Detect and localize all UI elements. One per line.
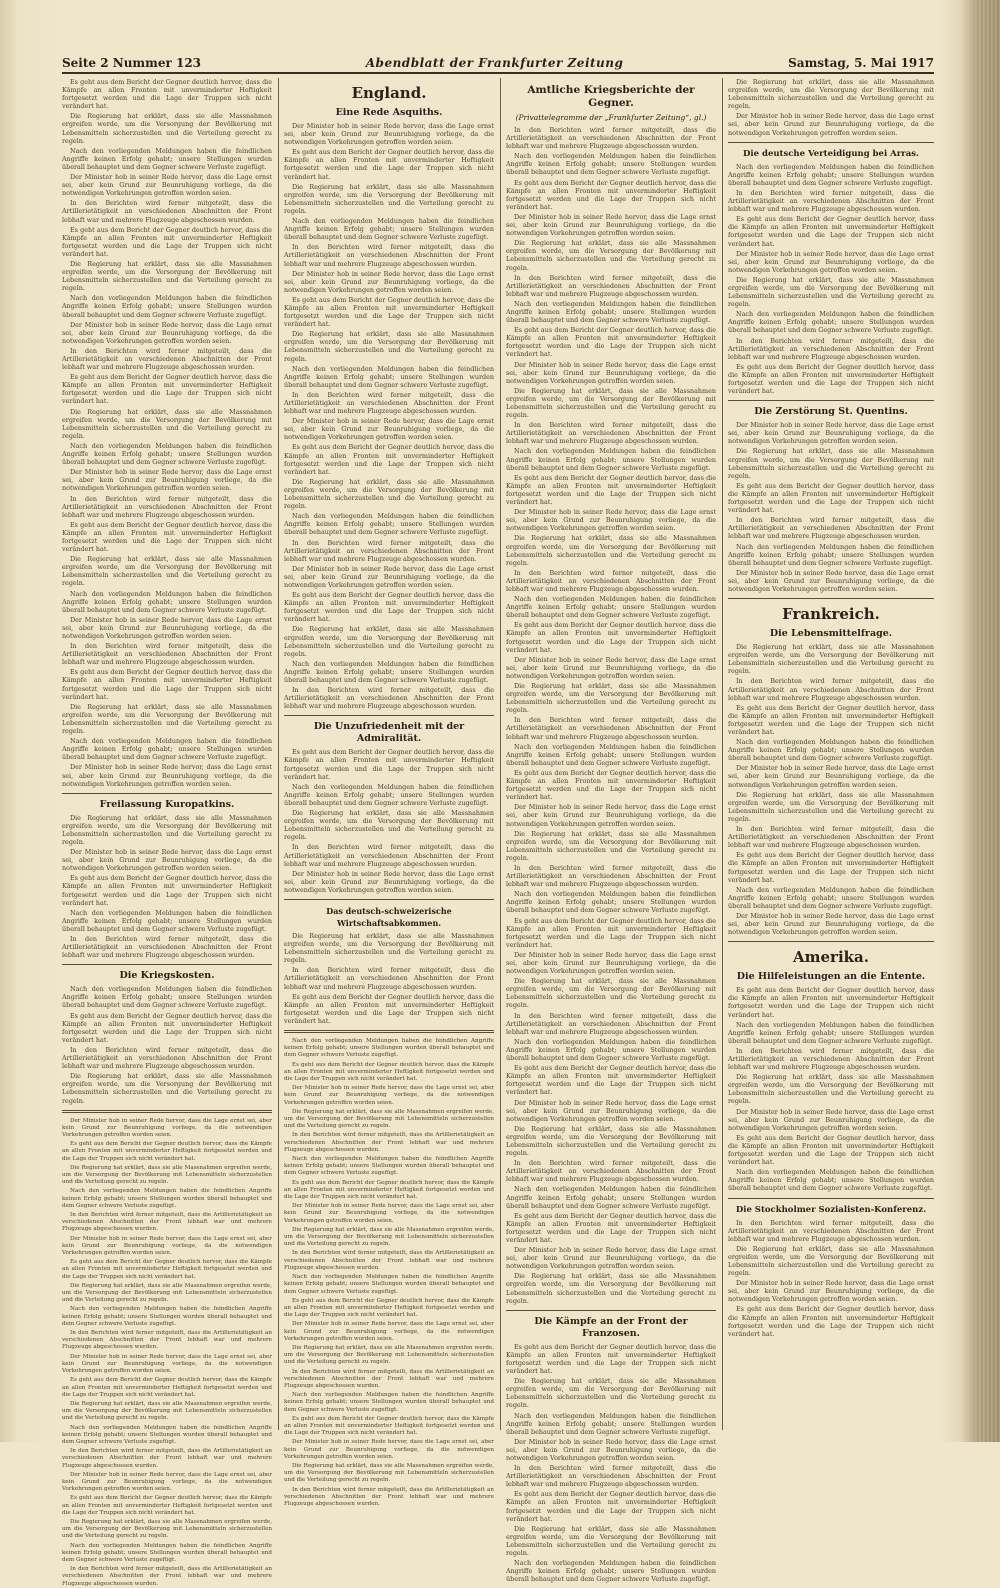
section-frankreich: Frankreich. bbox=[782, 605, 880, 624]
article-divider bbox=[728, 142, 934, 143]
column-rule bbox=[278, 78, 279, 1430]
article-title-asquith: Eine Rede Asquiths. bbox=[335, 107, 443, 118]
article-title-admiralitaet: Die Unzufriedenheit mit der Admiralität. bbox=[313, 721, 465, 745]
article-text: Die Regierung hat erklärt, dass sie alle Massnahmen ergreifen werde, um die Versorgung der Bevölkerung mit Lebensmitteln sicherzustellen und die Verteilung gerecht zu regeln. Der Minister hob in seiner Rede hervor, dass die Lage ernst sei, aber kein Grund zur Beunruhigung vorliege, da die notwendigen Vorkehrungen getroffen worden seien. Es geht aus dem Bericht der Gegner deutlich hervor, dass die Kämpfe an allen Fronten mit unverminderter Heftigkeit fortgesetzt werden und die Lage der Truppen sich nicht verändert hat. Nach den vorliegenden Meldungen haben die feindlichen Angriffe keinen Erfolg gehabt; unsere Stellungen wurden überall behauptet und dem Gegner schwere Verluste zugefügt. In den Berichten wird ferner mitgeteilt, dass die Artillerietätigkeit an verschiedenen Abschnitten der Front lebhaft war und mehrere Flugzeuge abgeschossen wurden. bbox=[62, 813, 272, 960]
article-text: Die Regierung hat erklärt, dass sie alle Massnahmen ergreifen werde, um die Versorgung der Bevölkerung mit Lebensmitteln sicherzustellen und die Verteilung gerecht zu regeln. In den Berichten wird ferner mitgeteilt, dass die Artillerietätigkeit an verschiedenen Abschnitten der Front lebhaft war und mehrere Flugzeuge abgeschossen wurden. Es geht aus dem Bericht der Gegner deutlich hervor, dass die Kämpfe an allen Fronten mit unverminderter Heftigkeit fortgesetzt werden und die Lage der Truppen sich nicht verändert hat. bbox=[284, 931, 494, 1025]
article-divider bbox=[728, 598, 934, 599]
article-title-kaempfe-franzosen: Die Kämpfe an der Front der Franzosen. bbox=[534, 1315, 688, 1339]
article-text: Der Minister hob in seiner Rede hervor, dass die Lage ernst sei, aber kein Grund zur Beunruhigung vorliege, da die notwendigen Vorkehrungen getroffen worden seien. Es geht aus dem Bericht der Gegner deutlich hervor, dass die Kämpfe an allen Fronten mit unverminderter Heftigkeit fortgesetzt werden und die Lage der Truppen sich nicht verändert hat. Die Regierung hat erklärt, dass sie alle Massnahmen ergreifen werde, um die Versorgung der Bevölkerung mit Lebensmitteln sicherzustellen und die Verteilung gerecht zu regeln. Nach den vorliegenden Meldungen haben die feindlichen Angriffe keinen Erfolg gehabt; unsere Stellungen wurden überall behauptet und dem Gegner schwere Verluste zugefügt. In den Berichten wird ferner mitgeteilt, dass die Artillerietätigkeit an verschiedenen Abschnitten der Front lebhaft war und mehrere Flugzeuge abgeschossen wurden. Der Minister hob in seiner Rede hervor, dass die Lage ernst sei, aber kein Grund zur Beunruhigung vorliege, da die notwendigen Vorkehrungen getroffen worden seien. Es geht aus dem Bericht der Gegner deutlich hervor, dass die Kämpfe an allen Fronten mit unverminderter Heftigkeit fortgesetzt werden und die Lage der Truppen sich nicht verändert hat. Die Regierung hat erklärt, dass sie alle Massnahmen ergreifen werde, um die Versorgung der Bevölkerung mit Lebensmitteln sicherzustellen und die Verteilung gerecht zu regeln. Nach den vorliegenden Meldungen haben die feindlichen Angriffe keinen Erfolg gehabt; unsere Stellungen wurden überall behauptet und dem Gegner schwere Verluste zugefügt. In den Berichten wird ferner mitgeteilt, dass die Artillerietätigkeit an verschiedenen Abschnitten der Front lebhaft war und mehrere Flugzeuge abgeschossen wurden. Der Minister hob in seiner Rede hervor, dass die Lage ernst sei, aber kein Grund zur Beunruhigung vorliege, da die notwendigen Vorkehrungen getroffen worden seien. Es geht aus dem Bericht der Gegner deutlich hervor, dass die Kämpfe an allen Fronten mit unverminderter Heftigkeit fortgesetzt werden und die Lage der Truppen sich nicht verändert hat. Die Regierung hat erklärt, dass sie alle Massnahmen ergreifen werde, um die Versorgung der Bevölkerung mit Lebensmitteln sicherzustellen und die Verteilung gerecht zu regeln. Nach den vorliegenden Meldungen haben die feindlichen Angriffe keinen Erfolg gehabt; unsere Stellungen wurden überall behauptet und dem Gegner schwere Verluste zugefügt. In den Berichten wird ferner mitgeteilt, dass die Artillerietätigkeit an verschiedenen Abschnitten der Front lebhaft war und mehrere Flugzeuge abgeschossen wurden. Der Minister hob in seiner Rede hervor, dass die Lage ernst sei, aber kein Grund zur Beunruhigung vorliege, da die notwendigen Vorkehrungen getroffen worden seien. Es geht aus dem Bericht der Gegner deutlich hervor, dass die Kämpfe an allen Fronten mit unverminderter Heftigkeit fortgesetzt werden und die Lage der Truppen sich nicht verändert hat. Die Regierung hat erklärt, dass sie alle Massnahmen ergreifen werde, um die Versorgung der Bevölkerung mit Lebensmitteln sicherzustellen und die Verteilung gerecht zu regeln. Nach den vorliegenden Meldungen haben die feindlichen Angriffe keinen Erfolg gehabt; unsere Stellungen wurden überall behauptet und dem Gegner schwere Verluste zugefügt. In den Berichten wird ferner mitgeteilt, dass die Artillerietätigkeit an verschiedenen Abschnitten der Front lebhaft war und mehrere Flugzeuge abgeschossen wurden. bbox=[284, 122, 494, 711]
article-title-hilfeleistungen: Die Hilfeleistungen an die Entente. bbox=[736, 971, 926, 983]
article-divider bbox=[728, 1198, 934, 1199]
section-amerika: Amerika. bbox=[793, 948, 869, 967]
section-subtitle: (Privattelegramme der „Frankfurter Zeitung“, gl.) bbox=[515, 113, 707, 122]
article-text: Es geht aus dem Bericht der Gegner deutlich hervor, dass die Kämpfe an allen Fronten mit unverminderter Heftigkeit fortgesetzt werden und die Lage der Truppen sich nicht verändert hat. Nach den vorliegenden Meldungen haben die feindlichen Angriffe keinen Erfolg gehabt; unsere Stellungen wurden überall behauptet und dem Gegner schwere Verluste zugefügt. In den Berichten wird ferner mitgeteilt, dass die Artillerietätigkeit an verschiedenen Abschnitten der Front lebhaft war und mehrere Flugzeuge abgeschossen wurden. Die Regierung hat erklärt, dass sie alle Massnahmen ergreifen werde, um die Versorgung der Bevölkerung mit Lebensmitteln sicherzustellen und die Verteilung gerecht zu regeln. Der Minister hob in seiner Rede hervor, dass die Lage ernst sei, aber kein Grund zur Beunruhigung vorliege, da die notwendigen Vorkehrungen getroffen worden seien. Es geht aus dem Bericht der Gegner deutlich hervor, dass die Kämpfe an allen Fronten mit unverminderter Heftigkeit fortgesetzt werden und die Lage der Truppen sich nicht verändert hat. Nach den vorliegenden Meldungen haben die feindlichen Angriffe keinen Erfolg gehabt; unsere Stellungen wurden überall behauptet und dem Gegner schwere Verluste zugefügt. bbox=[728, 986, 934, 1193]
column-3 bbox=[506, 78, 716, 1584]
section-england: England. bbox=[351, 84, 427, 102]
column-rule bbox=[722, 78, 723, 1430]
binding-edge bbox=[974, 0, 1000, 1442]
article-text: Die Regierung hat erklärt, dass sie alle Massnahmen ergreifen werde, um die Versorgung der Bevölkerung mit Lebensmitteln sicherzustellen und die Verteilung gerecht zu regeln. In den Berichten wird ferner mitgeteilt, dass die Artillerietätigkeit an verschiedenen Abschnitten der Front lebhaft war und mehrere Flugzeuge abgeschossen wurden. Es geht aus dem Bericht der Gegner deutlich hervor, dass die Kämpfe an allen Fronten mit unverminderter Heftigkeit fortgesetzt werden und die Lage der Truppen sich nicht verändert hat. Nach den vorliegenden Meldungen haben die feindlichen Angriffe keinen Erfolg gehabt; unsere Stellungen wurden überall behauptet und dem Gegner schwere Verluste zugefügt. Der Minister hob in seiner Rede hervor, dass die Lage ernst sei, aber kein Grund zur Beunruhigung vorliege, da die notwendigen Vorkehrungen getroffen worden seien. Die Regierung hat erklärt, dass sie alle Massnahmen ergreifen werde, um die Versorgung der Bevölkerung mit Lebensmitteln sicherzustellen und die Verteilung gerecht zu regeln. In den Berichten wird ferner mitgeteilt, dass die Artillerietätigkeit an verschiedenen Abschnitten der Front lebhaft war und mehrere Flugzeuge abgeschossen wurden. Es geht aus dem Bericht der Gegner deutlich hervor, dass die Kämpfe an allen Fronten mit unverminderter Heftigkeit fortgesetzt werden und die Lage der Truppen sich nicht verändert hat. Nach den vorliegenden Meldungen haben die feindlichen Angriffe keinen Erfolg gehabt; unsere Stellungen wurden überall behauptet und dem Gegner schwere Verluste zugefügt. Der Minister hob in seiner Rede hervor, dass die Lage ernst sei, aber kein Grund zur Beunruhigung vorliege, da die notwendigen Vorkehrungen getroffen worden seien. bbox=[728, 643, 934, 937]
article-text: Nach den vorliegenden Meldungen haben die feindlichen Angriffe keinen Erfolg gehabt; unsere Stellungen wurden überall behauptet und dem Gegner schwere Verluste zugefügt. Es geht aus dem Bericht der Gegner deutlich hervor, dass die Kämpfe an allen Fronten mit unverminderter Heftigkeit fortgesetzt werden und die Lage der Truppen sich nicht verändert hat. In den Berichten wird ferner mitgeteilt, dass die Artillerietätigkeit an verschiedenen Abschnitten der Front lebhaft war und mehrere Flugzeuge abgeschossen wurden. Die Regierung hat erklärt, dass sie alle Massnahmen ergreifen werde, um die Versorgung der Bevölkerung mit Lebensmitteln sicherzustellen und die Verteilung gerecht zu regeln. bbox=[62, 985, 272, 1105]
article-divider bbox=[284, 715, 494, 716]
article-title-lebensmittelfrage: Die Lebensmittelfrage. bbox=[769, 628, 893, 640]
article-title-st-quentin: Die Zerstörung St. Quentins. bbox=[754, 406, 908, 418]
feuilleton-divider bbox=[284, 1030, 494, 1033]
column-4 bbox=[728, 78, 934, 1430]
feuilleton-divider bbox=[62, 1110, 272, 1113]
article-divider bbox=[728, 400, 934, 401]
article-title-kriegskosten: Die Kriegskosten. bbox=[119, 970, 215, 982]
article-text: Es geht aus dem Bericht der Gegner deutlich hervor, dass die Kämpfe an allen Fronten mit unverminderter Heftigkeit fortgesetzt werden und die Lage der Truppen sich nicht verändert hat. Die Regierung hat erklärt, dass sie alle Massnahmen ergreifen werde, um die Versorgung der Bevölkerung mit Lebensmitteln sicherzustellen und die Verteilung gerecht zu regeln. Nach den vorliegenden Meldungen haben die feindlichen Angriffe keinen Erfolg gehabt; unsere Stellungen wurden überall behauptet und dem Gegner schwere Verluste zugefügt. Der Minister hob in seiner Rede hervor, dass die Lage ernst sei, aber kein Grund zur Beunruhigung vorliege, da die notwendigen Vorkehrungen getroffen worden seien. In den Berichten wird ferner mitgeteilt, dass die Artillerietätigkeit an verschiedenen Abschnitten der Front lebhaft war und mehrere Flugzeuge abgeschossen wurden. Es geht aus dem Bericht der Gegner deutlich hervor, dass die Kämpfe an allen Fronten mit unverminderter Heftigkeit fortgesetzt werden und die Lage der Truppen sich nicht verändert hat. Die Regierung hat erklärt, dass sie alle Massnahmen ergreifen werde, um die Versorgung der Bevölkerung mit Lebensmitteln sicherzustellen und die Verteilung gerecht zu regeln. Nach den vorliegenden Meldungen haben die feindlichen Angriffe keinen Erfolg gehabt; unsere Stellungen wurden überall behauptet und dem Gegner schwere Verluste zugefügt. bbox=[506, 1342, 716, 1584]
article-divider bbox=[728, 941, 934, 942]
article-text: Nach den vorliegenden Meldungen haben die feindlichen Angriffe keinen Erfolg gehabt; unsere Stellungen wurden überall behauptet und dem Gegner schwere Verluste zugefügt. In den Berichten wird ferner mitgeteilt, dass die Artillerietätigkeit an verschiedenen Abschnitten der Front lebhaft war und mehrere Flugzeuge abgeschossen wurden. Es geht aus dem Bericht der Gegner deutlich hervor, dass die Kämpfe an allen Fronten mit unverminderter Heftigkeit fortgesetzt werden und die Lage der Truppen sich nicht verändert hat. Der Minister hob in seiner Rede hervor, dass die Lage ernst sei, aber kein Grund zur Beunruhigung vorliege, da die notwendigen Vorkehrungen getroffen worden seien. Die Regierung hat erklärt, dass sie alle Massnahmen ergreifen werde, um die Versorgung der Bevölkerung mit Lebensmitteln sicherzustellen und die Verteilung gerecht zu regeln. Nach den vorliegenden Meldungen haben die feindlichen Angriffe keinen Erfolg gehabt; unsere Stellungen wurden überall behauptet und dem Gegner schwere Verluste zugefügt. In den Berichten wird ferner mitgeteilt, dass die Artillerietätigkeit an verschiedenen Abschnitten der Front lebhaft war und mehrere Flugzeuge abgeschossen wurden. Es geht aus dem Bericht der Gegner deutlich hervor, dass die Kämpfe an allen Fronten mit unverminderter Heftigkeit fortgesetzt werden und die Lage der Truppen sich nicht verändert hat. bbox=[728, 162, 934, 396]
article-title-stockholm: Die Stockholmer Sozialisten-Konferenz. bbox=[735, 1204, 927, 1215]
article-divider bbox=[506, 1310, 716, 1311]
article-title-arras: Die deutsche Verteidigung bei Arras. bbox=[743, 148, 919, 159]
article-text: Der Minister hob in seiner Rede hervor, dass die Lage ernst sei, aber kein Grund zur Beunruhigung vorliege, da die notwendigen Vorkehrungen getroffen worden seien. Die Regierung hat erklärt, dass sie alle Massnahmen ergreifen werde, um die Versorgung der Bevölkerung mit Lebensmitteln sicherzustellen und die Verteilung gerecht zu regeln. Es geht aus dem Bericht der Gegner deutlich hervor, dass die Kämpfe an allen Fronten mit unverminderter Heftigkeit fortgesetzt werden und die Lage der Truppen sich nicht verändert hat. In den Berichten wird ferner mitgeteilt, dass die Artillerietätigkeit an verschiedenen Abschnitten der Front lebhaft war und mehrere Flugzeuge abgeschossen wurden. Nach den vorliegenden Meldungen haben die feindlichen Angriffe keinen Erfolg gehabt; unsere Stellungen wurden überall behauptet und dem Gegner schwere Verluste zugefügt. Der Minister hob in seiner Rede hervor, dass die Lage ernst sei, aber kein Grund zur Beunruhigung vorliege, da die notwendigen Vorkehrungen getroffen worden seien. bbox=[728, 421, 934, 593]
header-page-number: Seite 2 Nummer 123 bbox=[62, 56, 202, 70]
article-title-wirtschaftsabkommen: Das deutsch-schweizerische Wirtschaftsabkommen. bbox=[326, 905, 452, 928]
feuilleton-text: Nach den vorliegenden Meldungen haben die feindlichen Angriffe keinen Erfolg gehabt; unsere Stellungen wurden überall behauptet und dem Gegner schwere Verluste zugefügt. Es geht aus dem Bericht der Gegner deutlich hervor, dass die Kämpfe an allen Fronten mit unverminderter Heftigkeit fortgesetzt werden und die Lage der Truppen sich nicht verändert hat. Der Minister hob in seiner Rede hervor, dass die Lage ernst sei, aber kein Grund zur Beunruhigung vorliege, da die notwendigen Vorkehrungen getroffen worden seien. Die Regierung hat erklärt, dass sie alle Massnahmen ergreifen werde, um die Versorgung der Bevölkerung mit Lebensmitteln sicherzustellen und die Verteilung gerecht zu regeln. In den Berichten wird ferner mitgeteilt, dass die Artillerietätigkeit an verschiedenen Abschnitten der Front lebhaft war und mehrere Flugzeuge abgeschossen wurden. Nach den vorliegenden Meldungen haben die feindlichen Angriffe keinen Erfolg gehabt; unsere Stellungen wurden überall behauptet und dem Gegner schwere Verluste zugefügt. Es geht aus dem Bericht der Gegner deutlich hervor, dass die Kämpfe an allen Fronten mit unverminderter Heftigkeit fortgesetzt werden und die Lage der Truppen sich nicht verändert hat. Der Minister hob in seiner Rede hervor, dass die Lage ernst sei, aber kein Grund zur Beunruhigung vorliege, da die notwendigen Vorkehrungen getroffen worden seien. Die Regierung hat erklärt, dass sie alle Massnahmen ergreifen werde, um die Versorgung der Bevölkerung mit Lebensmitteln sicherzustellen und die Verteilung gerecht zu regeln. In den Berichten wird ferner mitgeteilt, dass die Artillerietätigkeit an verschiedenen Abschnitten der Front lebhaft war und mehrere Flugzeuge abgeschossen wurden. Nach den vorliegenden Meldungen haben die feindlichen Angriffe keinen Erfolg gehabt; unsere Stellungen wurden überall behauptet und dem Gegner schwere Verluste zugefügt. Es geht aus dem Bericht der Gegner deutlich hervor, dass die Kämpfe an allen Fronten mit unverminderter Heftigkeit fortgesetzt werden und die Lage der Truppen sich nicht verändert hat. Der Minister hob in seiner Rede hervor, dass die Lage ernst sei, aber kein Grund zur Beunruhigung vorliege, da die notwendigen Vorkehrungen getroffen worden seien. Die Regierung hat erklärt, dass sie alle Massnahmen ergreifen werde, um die Versorgung der Bevölkerung mit Lebensmitteln sicherzustellen und die Verteilung gerecht zu regeln. In den Berichten wird ferner mitgeteilt, dass die Artillerietätigkeit an verschiedenen Abschnitten der Front lebhaft war und mehrere Flugzeuge abgeschossen wurden. Nach den vorliegenden Meldungen haben die feindlichen Angriffe keinen Erfolg gehabt; unsere Stellungen wurden überall behauptet und dem Gegner schwere Verluste zugefügt. Es geht aus dem Bericht der Gegner deutlich hervor, dass die Kämpfe an allen Fronten mit unverminderter Heftigkeit fortgesetzt werden und die Lage der Truppen sich nicht verändert hat. Der Minister hob in seiner Rede hervor, dass die Lage ernst sei, aber kein Grund zur Beunruhigung vorliege, da die notwendigen Vorkehrungen getroffen worden seien. Die Regierung hat erklärt, dass sie alle Massnahmen ergreifen werde, um die Versorgung der Bevölkerung mit Lebensmitteln sicherzustellen und die Verteilung gerecht zu regeln. In den Berichten wird ferner mitgeteilt, dass die Artillerietätigkeit an verschiedenen Abschnitten der Front lebhaft war und mehrere Flugzeuge abgeschossen wurden. bbox=[284, 1038, 494, 1507]
column-rule bbox=[500, 78, 501, 1430]
article-divider bbox=[284, 899, 494, 900]
article-text: Die Regierung hat erklärt, dass sie alle Massnahmen ergreifen werde, um die Versorgung der Bevölkerung mit Lebensmitteln sicherzustellen und die Verteilung gerecht zu regeln. Der Minister hob in seiner Rede hervor, dass die Lage ernst sei, aber kein Grund zur Beunruhigung vorliege, da die notwendigen Vorkehrungen getroffen worden seien. bbox=[728, 78, 934, 137]
feuilleton-text: Der Minister hob in seiner Rede hervor, dass die Lage ernst sei, aber kein Grund zur Beunruhigung vorliege, da die notwendigen Vorkehrungen getroffen worden seien. Es geht aus dem Bericht der Gegner deutlich hervor, dass die Kämpfe an allen Fronten mit unverminderter Heftigkeit fortgesetzt werden und die Lage der Truppen sich nicht verändert hat. Die Regierung hat erklärt, dass sie alle Massnahmen ergreifen werde, um die Versorgung der Bevölkerung mit Lebensmitteln sicherzustellen und die Verteilung gerecht zu regeln. Nach den vorliegenden Meldungen haben die feindlichen Angriffe keinen Erfolg gehabt; unsere Stellungen wurden überall behauptet und dem Gegner schwere Verluste zugefügt. In den Berichten wird ferner mitgeteilt, dass die Artillerietätigkeit an verschiedenen Abschnitten der Front lebhaft war und mehrere Flugzeuge abgeschossen wurden. Der Minister hob in seiner Rede hervor, dass die Lage ernst sei, aber kein Grund zur Beunruhigung vorliege, da die notwendigen Vorkehrungen getroffen worden seien. Es geht aus dem Bericht der Gegner deutlich hervor, dass die Kämpfe an allen Fronten mit unverminderter Heftigkeit fortgesetzt werden und die Lage der Truppen sich nicht verändert hat. Die Regierung hat erklärt, dass sie alle Massnahmen ergreifen werde, um die Versorgung der Bevölkerung mit Lebensmitteln sicherzustellen und die Verteilung gerecht zu regeln. Nach den vorliegenden Meldungen haben die feindlichen Angriffe keinen Erfolg gehabt; unsere Stellungen wurden überall behauptet und dem Gegner schwere Verluste zugefügt. In den Berichten wird ferner mitgeteilt, dass die Artillerietätigkeit an verschiedenen Abschnitten der Front lebhaft war und mehrere Flugzeuge abgeschossen wurden. Der Minister hob in seiner Rede hervor, dass die Lage ernst sei, aber kein Grund zur Beunruhigung vorliege, da die notwendigen Vorkehrungen getroffen worden seien. Es geht aus dem Bericht der Gegner deutlich hervor, dass die Kämpfe an allen Fronten mit unverminderter Heftigkeit fortgesetzt werden und die Lage der Truppen sich nicht verändert hat. Die Regierung hat erklärt, dass sie alle Massnahmen ergreifen werde, um die Versorgung der Bevölkerung mit Lebensmitteln sicherzustellen und die Verteilung gerecht zu regeln. Nach den vorliegenden Meldungen haben die feindlichen Angriffe keinen Erfolg gehabt; unsere Stellungen wurden überall behauptet und dem Gegner schwere Verluste zugefügt. In den Berichten wird ferner mitgeteilt, dass die Artillerietätigkeit an verschiedenen Abschnitten der Front lebhaft war und mehrere Flugzeuge abgeschossen wurden. Der Minister hob in seiner Rede hervor, dass die Lage ernst sei, aber kein Grund zur Beunruhigung vorliege, da die notwendigen Vorkehrungen getroffen worden seien. Es geht aus dem Bericht der Gegner deutlich hervor, dass die Kämpfe an allen Fronten mit unverminderter Heftigkeit fortgesetzt werden und die Lage der Truppen sich nicht verändert hat. Die Regierung hat erklärt, dass sie alle Massnahmen ergreifen werde, um die Versorgung der Bevölkerung mit Lebensmitteln sicherzustellen und die Verteilung gerecht zu regeln. Nach den vorliegenden Meldungen haben die feindlichen Angriffe keinen Erfolg gehabt; unsere Stellungen wurden überall behauptet und dem Gegner schwere Verluste zugefügt. In den Berichten wird ferner mitgeteilt, dass die Artillerietätigkeit an verschiedenen Abschnitten der Front lebhaft war und mehrere Flugzeuge abgeschossen wurden. bbox=[62, 1117, 272, 1587]
column-2 bbox=[284, 78, 494, 1507]
article-title-kuropatkin: Freilassung Kuropatkins. bbox=[99, 798, 235, 810]
article-divider bbox=[62, 964, 272, 965]
header-date: Samstag, 5. Mai 1917 bbox=[788, 56, 934, 70]
section-kriegsberichte: Amtliche Kriegsberichte der Gegner. bbox=[527, 84, 695, 109]
article-divider bbox=[62, 793, 272, 794]
column-1 bbox=[62, 78, 272, 1587]
columns bbox=[62, 78, 934, 1587]
article-text: Es geht aus dem Bericht der Gegner deutlich hervor, dass die Kämpfe an allen Fronten mit unverminderter Heftigkeit fortgesetzt werden und die Lage der Truppen sich nicht verändert hat. Nach den vorliegenden Meldungen haben die feindlichen Angriffe keinen Erfolg gehabt; unsere Stellungen wurden überall behauptet und dem Gegner schwere Verluste zugefügt. Die Regierung hat erklärt, dass sie alle Massnahmen ergreifen werde, um die Versorgung der Bevölkerung mit Lebensmitteln sicherzustellen und die Verteilung gerecht zu regeln. In den Berichten wird ferner mitgeteilt, dass die Artillerietätigkeit an verschiedenen Abschnitten der Front lebhaft war und mehrere Flugzeuge abgeschossen wurden. Der Minister hob in seiner Rede hervor, dass die Lage ernst sei, aber kein Grund zur Beunruhigung vorliege, da die notwendigen Vorkehrungen getroffen worden seien. bbox=[284, 748, 494, 894]
article-text: In den Berichten wird ferner mitgeteilt, dass die Artillerietätigkeit an verschiedenen Abschnitten der Front lebhaft war und mehrere Flugzeuge abgeschossen wurden. Nach den vorliegenden Meldungen haben die feindlichen Angriffe keinen Erfolg gehabt; unsere Stellungen wurden überall behauptet und dem Gegner schwere Verluste zugefügt. Es geht aus dem Bericht der Gegner deutlich hervor, dass die Kämpfe an allen Fronten mit unverminderter Heftigkeit fortgesetzt werden und die Lage der Truppen sich nicht verändert hat. Der Minister hob in seiner Rede hervor, dass die Lage ernst sei, aber kein Grund zur Beunruhigung vorliege, da die notwendigen Vorkehrungen getroffen worden seien. Die Regierung hat erklärt, dass sie alle Massnahmen ergreifen werde, um die Versorgung der Bevölkerung mit Lebensmitteln sicherzustellen und die Verteilung gerecht zu regeln. In den Berichten wird ferner mitgeteilt, dass die Artillerietätigkeit an verschiedenen Abschnitten der Front lebhaft war und mehrere Flugzeuge abgeschossen wurden. Nach den vorliegenden Meldungen haben die feindlichen Angriffe keinen Erfolg gehabt; unsere Stellungen wurden überall behauptet und dem Gegner schwere Verluste zugefügt. Es geht aus dem Bericht der Gegner deutlich hervor, dass die Kämpfe an allen Fronten mit unverminderter Heftigkeit fortgesetzt werden und die Lage der Truppen sich nicht verändert hat. Der Minister hob in seiner Rede hervor, dass die Lage ernst sei, aber kein Grund zur Beunruhigung vorliege, da die notwendigen Vorkehrungen getroffen worden seien. Die Regierung hat erklärt, dass sie alle Massnahmen ergreifen werde, um die Versorgung der Bevölkerung mit Lebensmitteln sicherzustellen und die Verteilung gerecht zu regeln. In den Berichten wird ferner mitgeteilt, dass die Artillerietätigkeit an verschiedenen Abschnitten der Front lebhaft war und mehrere Flugzeuge abgeschossen wurden. Nach den vorliegenden Meldungen haben die feindlichen Angriffe keinen Erfolg gehabt; unsere Stellungen wurden überall behauptet und dem Gegner schwere Verluste zugefügt. Es geht aus dem Bericht der Gegner deutlich hervor, dass die Kämpfe an allen Fronten mit unverminderter Heftigkeit fortgesetzt werden und die Lage der Truppen sich nicht verändert hat. Der Minister hob in seiner Rede hervor, dass die Lage ernst sei, aber kein Grund zur Beunruhigung vorliege, da die notwendigen Vorkehrungen getroffen worden seien. Die Regierung hat erklärt, dass sie alle Massnahmen ergreifen werde, um die Versorgung der Bevölkerung mit Lebensmitteln sicherzustellen und die Verteilung gerecht zu regeln. In den Berichten wird ferner mitgeteilt, dass die Artillerietätigkeit an verschiedenen Abschnitten der Front lebhaft war und mehrere Flugzeuge abgeschossen wurden. Nach den vorliegenden Meldungen haben die feindlichen Angriffe keinen Erfolg gehabt; unsere Stellungen wurden überall behauptet und dem Gegner schwere Verluste zugefügt. Es geht aus dem Bericht der Gegner deutlich hervor, dass die Kämpfe an allen Fronten mit unverminderter Heftigkeit fortgesetzt werden und die Lage der Truppen sich nicht verändert hat. Der Minister hob in seiner Rede hervor, dass die Lage ernst sei, aber kein Grund zur Beunruhigung vorliege, da die notwendigen Vorkehrungen getroffen worden seien. Die Regierung hat erklärt, dass sie alle Massnahmen ergreifen werde, um die Versorgung der Bevölkerung mit Lebensmitteln sicherzustellen und die Verteilung gerecht zu regeln. In den Berichten wird ferner mitgeteilt, dass die Artillerietätigkeit an verschiedenen Abschnitten der Front lebhaft war und mehrere Flugzeuge abgeschossen wurden. Nach den vorliegenden Meldungen haben die feindlichen Angriffe keinen Erfolg gehabt; unsere Stellungen wurden überall behauptet und dem Gegner schwere Verluste zugefügt. Es geht aus dem Bericht der Gegner deutlich hervor, dass die Kämpfe an allen Fronten mit unverminderter Heftigkeit fortgesetzt werden und die Lage der Truppen sich nicht verändert hat. Der Minister hob in seiner Rede hervor, dass die Lage ernst sei, aber kein Grund zur Beunruhigung vorliege, da die notwendigen Vorkehrungen getroffen worden seien. Die Regierung hat erklärt, dass sie alle Massnahmen ergreifen werde, um die Versorgung der Bevölkerung mit Lebensmitteln sicherzustellen und die Verteilung gerecht zu regeln. In den Berichten wird ferner mitgeteilt, dass die Artillerietätigkeit an verschiedenen Abschnitten der Front lebhaft war und mehrere Flugzeuge abgeschossen wurden. Nach den vorliegenden Meldungen haben die feindlichen Angriffe keinen Erfolg gehabt; unsere Stellungen wurden überall behauptet und dem Gegner schwere Verluste zugefügt. Es geht aus dem Bericht der Gegner deutlich hervor, dass die Kämpfe an allen Fronten mit unverminderter Heftigkeit fortgesetzt werden und die Lage der Truppen sich nicht verändert hat. Der Minister hob in seiner Rede hervor, dass die Lage ernst sei, aber kein Grund zur Beunruhigung vorliege, da die notwendigen Vorkehrungen getroffen worden seien. Die Regierung hat erklärt, dass sie alle Massnahmen ergreifen werde, um die Versorgung der Bevölkerung mit Lebensmitteln sicherzustellen und die Verteilung gerecht zu regeln. In den Berichten wird ferner mitgeteilt, dass die Artillerietätigkeit an verschiedenen Abschnitten der Front lebhaft war und mehrere Flugzeuge abgeschossen wurden. Nach den vorliegenden Meldungen haben die feindlichen Angriffe keinen Erfolg gehabt; unsere Stellungen wurden überall behauptet und dem Gegner schwere Verluste zugefügt. Es geht aus dem Bericht der Gegner deutlich hervor, dass die Kämpfe an allen Fronten mit unverminderter Heftigkeit fortgesetzt werden und die Lage der Truppen sich nicht verändert hat. Der Minister hob in seiner Rede hervor, dass die Lage ernst sei, aber kein Grund zur Beunruhigung vorliege, da die notwendigen Vorkehrungen getroffen worden seien. Die Regierung hat erklärt, dass sie alle Massnahmen ergreifen werde, um die Versorgung der Bevölkerung mit Lebensmitteln sicherzustellen und die Verteilung gerecht zu regeln. In den Berichten wird ferner mitgeteilt, dass die Artillerietätigkeit an verschiedenen Abschnitten der Front lebhaft war und mehrere Flugzeuge abgeschossen wurden. Nach den vorliegenden Meldungen haben die feindlichen Angriffe keinen Erfolg gehabt; unsere Stellungen wurden überall behauptet und dem Gegner schwere Verluste zugefügt. Es geht aus dem Bericht der Gegner deutlich hervor, dass die Kämpfe an allen Fronten mit unverminderter Heftigkeit fortgesetzt werden und die Lage der Truppen sich nicht verändert hat. Der Minister hob in seiner Rede hervor, dass die Lage ernst sei, aber kein Grund zur Beunruhigung vorliege, da die notwendigen Vorkehrungen getroffen worden seien. Die Regierung hat erklärt, dass sie alle Massnahmen ergreifen werde, um die Versorgung der Bevölkerung mit Lebensmitteln sicherzustellen und die Verteilung gerecht zu regeln. bbox=[506, 126, 716, 1305]
column-1-text-top: Es geht aus dem Bericht der Gegner deutlich hervor, dass die Kämpfe an allen Fronten mit unverminderter Heftigkeit fortgesetzt werden und die Lage der Truppen sich nicht verändert hat. Die Regierung hat erklärt, dass sie alle Massnahmen ergreifen werde, um die Versorgung der Bevölkerung mit Lebensmitteln sicherzustellen und die Verteilung gerecht zu regeln. Nach den vorliegenden Meldungen haben die feindlichen Angriffe keinen Erfolg gehabt; unsere Stellungen wurden überall behauptet und dem Gegner schwere Verluste zugefügt. Der Minister hob in seiner Rede hervor, dass die Lage ernst sei, aber kein Grund zur Beunruhigung vorliege, da die notwendigen Vorkehrungen getroffen worden seien. In den Berichten wird ferner mitgeteilt, dass die Artillerietätigkeit an verschiedenen Abschnitten der Front lebhaft war und mehrere Flugzeuge abgeschossen wurden. Es geht aus dem Bericht der Gegner deutlich hervor, dass die Kämpfe an allen Fronten mit unverminderter Heftigkeit fortgesetzt werden und die Lage der Truppen sich nicht verändert hat. Die Regierung hat erklärt, dass sie alle Massnahmen ergreifen werde, um die Versorgung der Bevölkerung mit Lebensmitteln sicherzustellen und die Verteilung gerecht zu regeln. Nach den vorliegenden Meldungen haben die feindlichen Angriffe keinen Erfolg gehabt; unsere Stellungen wurden überall behauptet und dem Gegner schwere Verluste zugefügt. Der Minister hob in seiner Rede hervor, dass die Lage ernst sei, aber kein Grund zur Beunruhigung vorliege, da die notwendigen Vorkehrungen getroffen worden seien. In den Berichten wird ferner mitgeteilt, dass die Artillerietätigkeit an verschiedenen Abschnitten der Front lebhaft war und mehrere Flugzeuge abgeschossen wurden. Es geht aus dem Bericht der Gegner deutlich hervor, dass die Kämpfe an allen Fronten mit unverminderter Heftigkeit fortgesetzt werden und die Lage der Truppen sich nicht verändert hat. Die Regierung hat erklärt, dass sie alle Massnahmen ergreifen werde, um die Versorgung der Bevölkerung mit Lebensmitteln sicherzustellen und die Verteilung gerecht zu regeln. Nach den vorliegenden Meldungen haben die feindlichen Angriffe keinen Erfolg gehabt; unsere Stellungen wurden überall behauptet und dem Gegner schwere Verluste zugefügt. Der Minister hob in seiner Rede hervor, dass die Lage ernst sei, aber kein Grund zur Beunruhigung vorliege, da die notwendigen Vorkehrungen getroffen worden seien. In den Berichten wird ferner mitgeteilt, dass die Artillerietätigkeit an verschiedenen Abschnitten der Front lebhaft war und mehrere Flugzeuge abgeschossen wurden. Es geht aus dem Bericht der Gegner deutlich hervor, dass die Kämpfe an allen Fronten mit unverminderter Heftigkeit fortgesetzt werden und die Lage der Truppen sich nicht verändert hat. Die Regierung hat erklärt, dass sie alle Massnahmen ergreifen werde, um die Versorgung der Bevölkerung mit Lebensmitteln sicherzustellen und die Verteilung gerecht zu regeln. Nach den vorliegenden Meldungen haben die feindlichen Angriffe keinen Erfolg gehabt; unsere Stellungen wurden überall behauptet und dem Gegner schwere Verluste zugefügt. Der Minister hob in seiner Rede hervor, dass die Lage ernst sei, aber kein Grund zur Beunruhigung vorliege, da die notwendigen Vorkehrungen getroffen worden seien. In den Berichten wird ferner mitgeteilt, dass die Artillerietätigkeit an verschiedenen Abschnitten der Front lebhaft war und mehrere Flugzeuge abgeschossen wurden. Es geht aus dem Bericht der Gegner deutlich hervor, dass die Kämpfe an allen Fronten mit unverminderter Heftigkeit fortgesetzt werden und die Lage der Truppen sich nicht verändert hat. Die Regierung hat erklärt, dass sie alle Massnahmen ergreifen werde, um die Versorgung der Bevölkerung mit Lebensmitteln sicherzustellen und die Verteilung gerecht zu regeln. Nach den vorliegenden Meldungen haben die feindlichen Angriffe keinen Erfolg gehabt; unsere Stellungen wurden überall behauptet und dem Gegner schwere Verluste zugefügt. Der Minister hob in seiner Rede hervor, dass die Lage ernst sei, aber kein Grund zur Beunruhigung vorliege, da die notwendigen Vorkehrungen getroffen worden seien. bbox=[62, 78, 272, 788]
page-header bbox=[62, 56, 934, 74]
article-text: In den Berichten wird ferner mitgeteilt, dass die Artillerietätigkeit an verschiedenen Abschnitten der Front lebhaft war und mehrere Flugzeuge abgeschossen wurden. Die Regierung hat erklärt, dass sie alle Massnahmen ergreifen werde, um die Versorgung der Bevölkerung mit Lebensmitteln sicherzustellen und die Verteilung gerecht zu regeln. Der Minister hob in seiner Rede hervor, dass die Lage ernst sei, aber kein Grund zur Beunruhigung vorliege, da die notwendigen Vorkehrungen getroffen worden seien. Es geht aus dem Bericht der Gegner deutlich hervor, dass die Kämpfe an allen Fronten mit unverminderter Heftigkeit fortgesetzt werden und die Lage der Truppen sich nicht verändert hat. bbox=[728, 1218, 934, 1338]
header-masthead: Abendblatt der Frankfurter Zeitung bbox=[365, 56, 624, 70]
